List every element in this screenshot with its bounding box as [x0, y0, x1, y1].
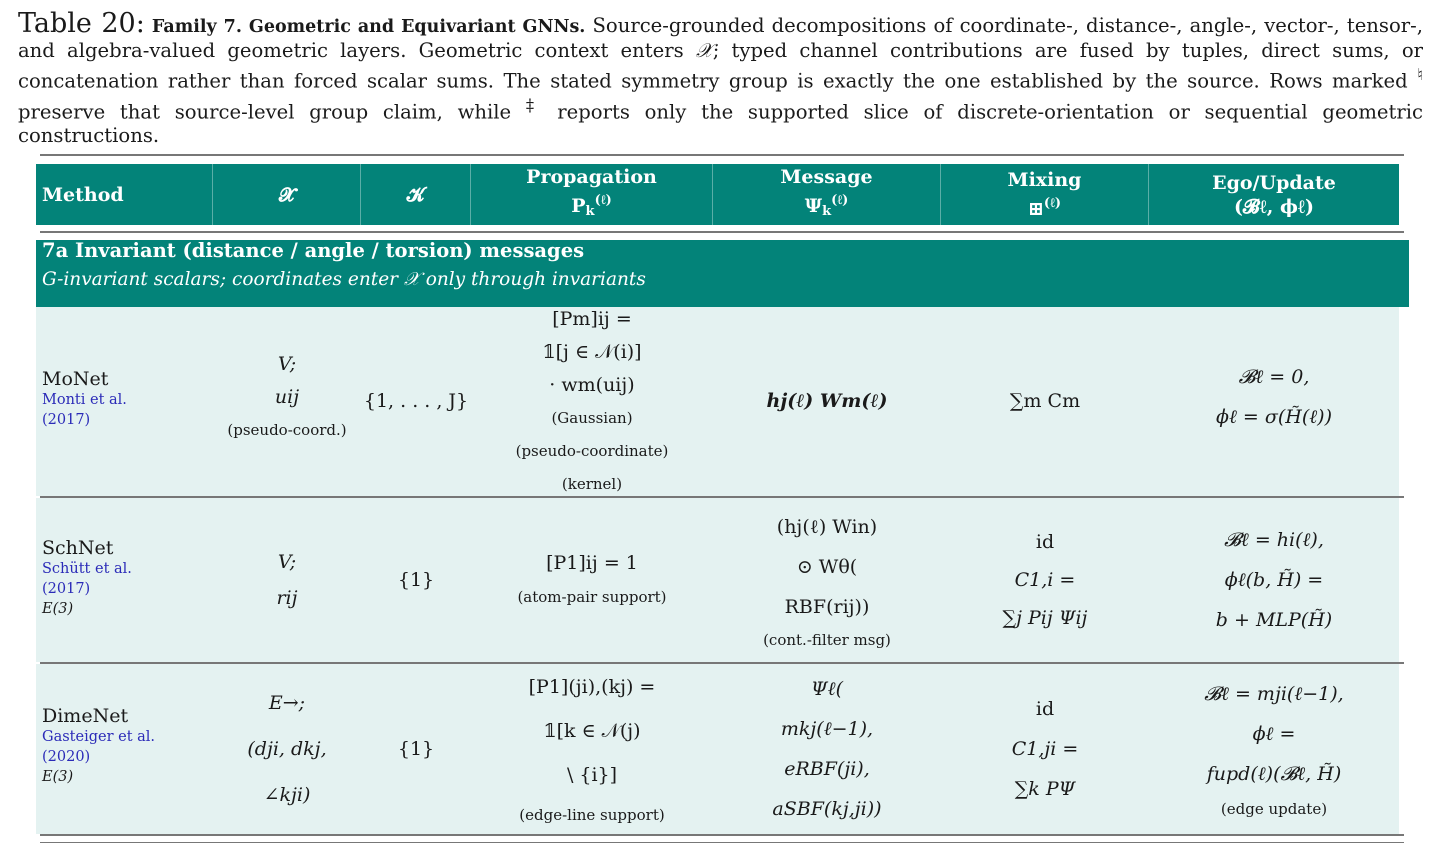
table-row-monet [36, 307, 1399, 496]
section-7a [36, 240, 1409, 307]
x-line: uij [274, 385, 300, 408]
method-cell [42, 538, 132, 619]
x-cell [213, 498, 361, 662]
header-mixing [941, 164, 1149, 225]
mixing-line: C1,i = [1014, 569, 1076, 591]
header-k [361, 164, 471, 225]
mixing-line: ∑k PΨ [1014, 778, 1076, 800]
x-line: V; [277, 551, 297, 573]
x-line: (dji, dkj, [247, 738, 327, 760]
bottom-rule [40, 834, 1404, 836]
mixing-cell [941, 307, 1149, 496]
caption-text-2: ; typed channel contributions are fused by tuples, direct sums, or concatenation rather than forced scalar sums. The stated symmetry group is exactly the one established by the source. Rows marked [18, 39, 1423, 93]
ego-line: b + MLP(H̃) [1215, 609, 1333, 631]
bottom-rule-2 [40, 842, 1404, 843]
prop-line: [P1](ji),(kj) = [528, 676, 656, 698]
x-line: rij [276, 587, 298, 609]
caption-text-4: reports only the supported slice of discrete-orientation or sequential geometric constructions. [18, 100, 1424, 148]
header-propagation [471, 164, 713, 225]
citation-year[interactable]: (2017) [42, 581, 91, 597]
prop-line: 𝟙[k ∈ 𝒩(j) [543, 720, 641, 742]
symmetry-group: E(3) [42, 601, 74, 617]
propagation-cell [471, 498, 713, 662]
citation-authors[interactable]: Gasteiger et al. [42, 729, 156, 745]
table-row-schnet [36, 498, 1399, 662]
table-row-dimenet [36, 664, 1399, 834]
header-message-label: Message [780, 166, 873, 188]
citation-authors[interactable]: Schütt et al. [42, 561, 132, 577]
header-rule [40, 231, 1404, 233]
ego-line: 𝓑ℓ = 0, [1238, 366, 1310, 388]
method-name: DimeNet [42, 705, 129, 727]
method-name: SchNet [42, 537, 114, 559]
prop-line: 𝟙[j ∈ 𝒩(i)] [542, 340, 642, 363]
mixing-line: id [1035, 531, 1055, 553]
ego-cell [1149, 357, 1399, 437]
header-mixing-label: Mixing [1007, 169, 1082, 191]
prop-line: [Pm]ij = [552, 307, 632, 330]
ego-cell [1149, 498, 1399, 662]
ego-line: ϕℓ = σ(H̃(ℓ)) [1216, 406, 1332, 428]
k-cell [361, 498, 471, 662]
mixing-line: ∑j Pij Ψij [1002, 607, 1088, 629]
message-line: aSBF(kj,ji)) [772, 798, 882, 820]
method-cell [42, 369, 127, 430]
section-subtitle: G-invariant scalars; coordinates enter 𝒳 only through invariants [42, 269, 646, 290]
symmetry-group: E(3) [42, 769, 74, 785]
message-line: mkj(ℓ−1), [780, 718, 874, 740]
ego-note: (edge update) [1220, 800, 1328, 818]
method-name: MoNet [42, 368, 109, 390]
x-line: V; [277, 352, 297, 375]
message-cell [713, 664, 941, 834]
message-line: Ψℓ( [811, 678, 843, 700]
ego-line: fupd(ℓ)(𝓑ℓ, H̃) [1206, 763, 1342, 785]
prop-note: (edge-line support) [519, 806, 665, 824]
k-value: {1} [397, 568, 435, 591]
caption-symbol-x: 𝒳 [695, 39, 713, 62]
message-note: (cont.-filter msg) [763, 631, 891, 649]
top-rule [40, 154, 1404, 156]
propagation-cell [471, 664, 713, 834]
ego-line: 𝓑ℓ = mji(ℓ−1), [1204, 683, 1344, 705]
header-ego-symbol: (𝓑ℓ, ϕℓ) [1233, 195, 1315, 218]
k-cell [361, 664, 471, 834]
prop-note: (kernel) [561, 474, 623, 493]
mixing-cell [941, 498, 1149, 662]
k-value: {1} [397, 737, 435, 760]
header-message [713, 164, 941, 225]
ego-line: ϕℓ = [1252, 723, 1296, 745]
dagger-mark: ‡ [525, 95, 543, 115]
citation-authors[interactable]: Monti et al. [42, 392, 127, 408]
mixing-value: ∑m Cm [1009, 390, 1081, 412]
header-message-symbol: $\Psi_k^{(\ell)}$ [804, 193, 849, 219]
header-propagation-symbol: $P_k^{(\ell)}$ [571, 193, 612, 219]
header-method [36, 164, 213, 225]
caption-text-1: Source-grounded decompositions of coordinate-, distance-, angle-, vector-, tensor-, and algebra-valued geometric layers. Geometric context enters [18, 14, 1423, 62]
propagation-cell [471, 307, 713, 496]
k-value: {1, . . . , J} [363, 390, 469, 412]
prop-line: · wm(uij) [549, 373, 635, 396]
table-number: Table 20: [18, 8, 145, 39]
x-note: (pseudo-coord.) [227, 420, 347, 439]
prop-line: [P1]ij = 1 [546, 552, 638, 574]
ego-line: 𝓑ℓ = hi(ℓ), [1224, 529, 1324, 551]
natural-mark: ♮ [1417, 65, 1423, 84]
x-line: ∠kji) [263, 784, 311, 806]
citation-year[interactable]: (2020) [42, 749, 91, 765]
header-propagation-label: Propagation [526, 166, 657, 188]
ego-line: ϕℓ(b, H̃) = [1224, 569, 1324, 591]
x-cell [213, 664, 361, 834]
prop-note: (Gaussian) [551, 408, 633, 427]
header-ego-label: Ego/Update [1212, 171, 1336, 194]
header-x [213, 164, 361, 225]
section-title: 7a Invariant (distance / angle / torsion) messages [42, 239, 585, 262]
k-cell [361, 307, 471, 496]
message-cell [713, 498, 941, 662]
mixing-cell [941, 664, 1149, 834]
message-line: RBF(rij)) [784, 596, 870, 618]
message-line: ⊙ Wθ( [796, 556, 858, 578]
table-title: Family 7. Geometric and Equivariant GNNs. [151, 17, 586, 37]
prop-note: (atom-pair support) [517, 588, 667, 606]
prop-line: \ {i}] [566, 764, 618, 786]
header-k-symbol: 𝓚 [406, 183, 425, 206]
header-ego [1149, 164, 1399, 225]
x-line: E→; [268, 692, 306, 714]
message-line: (hj(ℓ) Win) [776, 516, 878, 538]
method-cell [42, 706, 155, 787]
header-x-symbol: 𝓧 [278, 183, 295, 206]
message-value: hj(ℓ) Wm(ℓ) [766, 390, 888, 412]
table-header [36, 164, 1399, 225]
header-method-label: Method [42, 183, 124, 206]
caption-text-3: preserve that source-level group claim, while [18, 100, 526, 124]
table-caption [18, 8, 1424, 148]
x-cell [213, 347, 361, 447]
ego-cell [1149, 664, 1399, 834]
prop-note: (pseudo-coordinate) [515, 441, 669, 460]
mixing-line: C1,ji = [1011, 738, 1079, 760]
mixing-line: id [1035, 698, 1055, 720]
message-line: eRBF(ji), [784, 758, 870, 780]
citation-year[interactable]: (2017) [42, 412, 91, 428]
message-cell [713, 307, 941, 496]
header-mixing-symbol: ⊞$^{(\ell)}$ [1027, 196, 1062, 220]
